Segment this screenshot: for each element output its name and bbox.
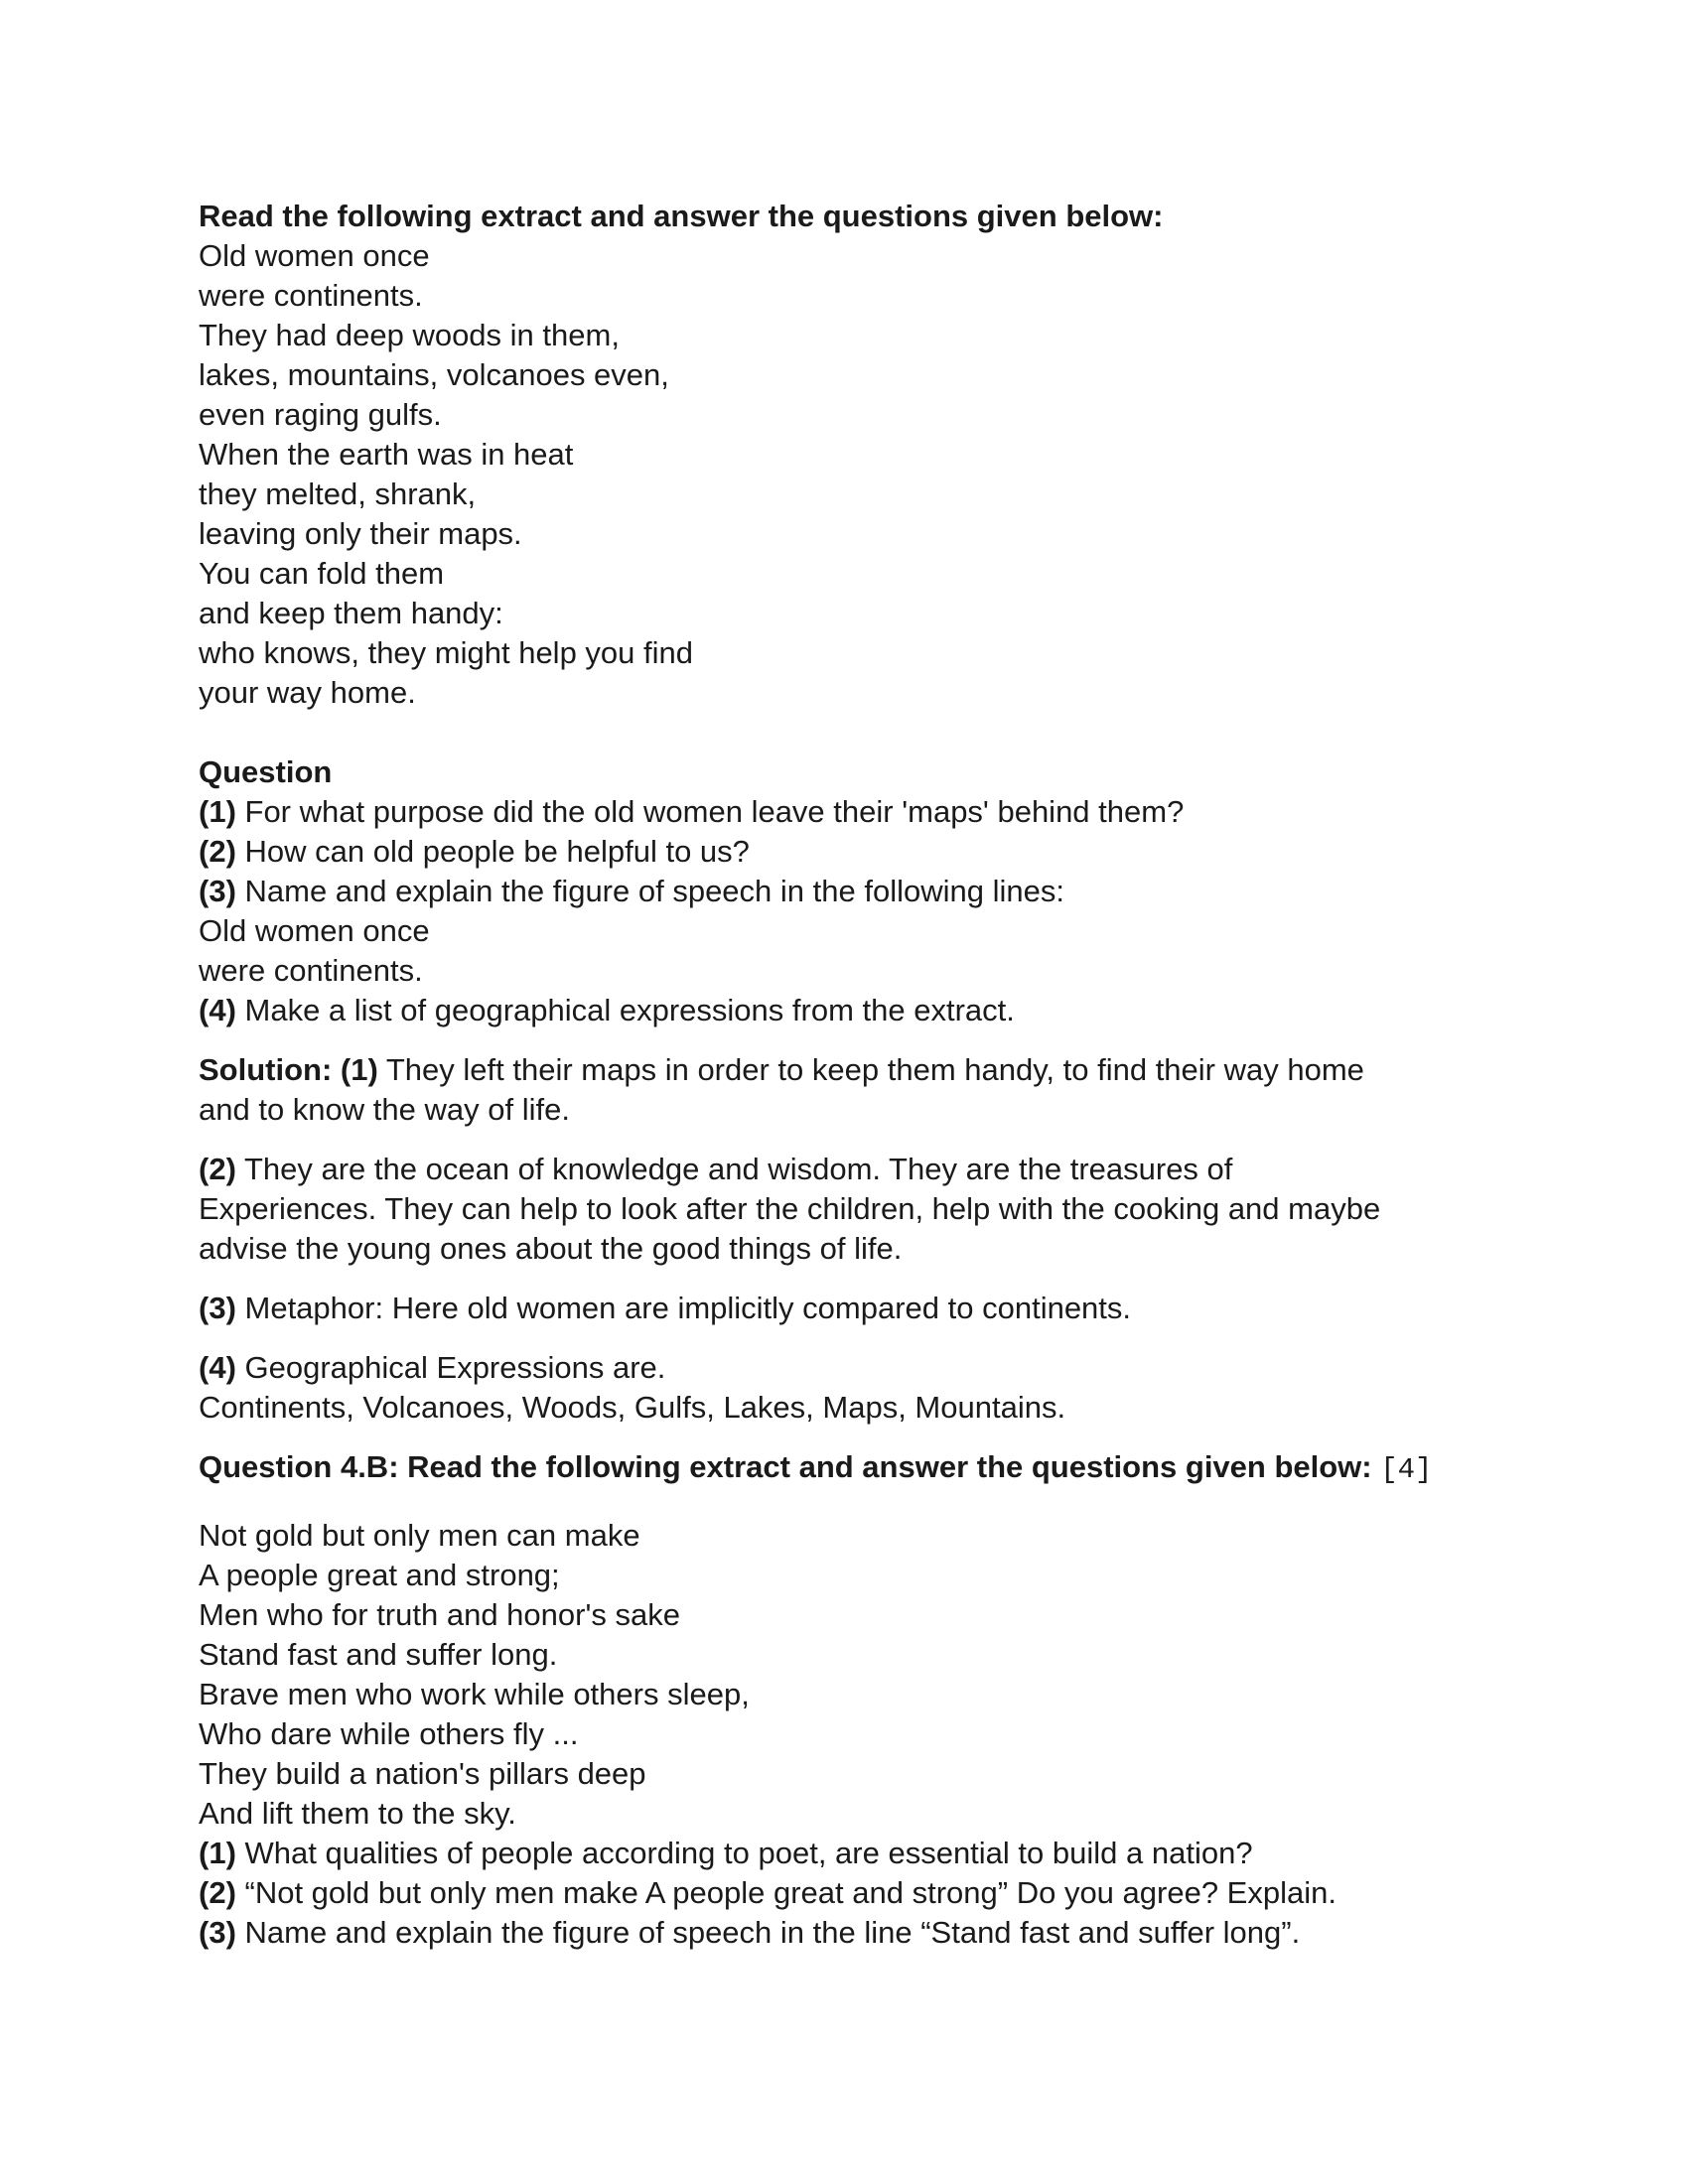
question-text: “Not gold but only men make A people great and strong” Do you agree? Explain. <box>235 1875 1336 1910</box>
poem-line: and keep them handy: <box>199 596 503 630</box>
question-number: (2) <box>199 834 236 869</box>
question-list-1 <box>199 792 1489 1030</box>
question-text: Name and explain the figure of speech in the following lines: <box>235 874 1064 908</box>
question-text: What qualities of people according to poet, are essential to build a nation? <box>235 1836 1253 1870</box>
question-4b-heading <box>199 1447 1489 1490</box>
question-text: Make a list of geographical expressions from the extract. <box>235 993 1015 1027</box>
poem-extract-1 <box>199 236 1489 713</box>
answer-text: and to know the way of life. <box>199 1092 570 1127</box>
answer-text: Continents, Volcanoes, Woods, Gulfs, Lakes, Maps, Mountains. <box>199 1390 1066 1425</box>
answer-1 <box>199 1050 1489 1090</box>
poem-line: Men who for truth and honor's sake <box>199 1597 680 1632</box>
poem-extract-2 <box>199 1516 1489 1834</box>
answer-3 <box>199 1289 1489 1328</box>
answer-number: (2) <box>199 1152 236 1186</box>
answer-text: Metaphor: Here old women are implicitly compared to continents. <box>235 1291 1132 1325</box>
answer-2 <box>199 1150 1489 1189</box>
question-item <box>199 991 1489 1030</box>
poem-line: lakes, mountains, volcanoes even, <box>199 357 669 392</box>
poem-line: Brave men who work while others sleep, <box>199 1677 750 1711</box>
poem-line: You can fold them <box>199 556 445 591</box>
answer-number: (4) <box>199 1350 236 1385</box>
question-item <box>199 792 1489 832</box>
question-list-4b <box>199 1834 1489 1953</box>
question-text: How can old people be helpful to us? <box>235 834 750 869</box>
answer-number: (3) <box>199 1291 236 1325</box>
poem-line: A people great and strong; <box>199 1558 560 1592</box>
poem-line: When the earth was in heat <box>199 437 574 472</box>
extract-heading: Read the following extract and answer the questions given below: <box>199 199 1164 233</box>
poem-line: They had deep woods in them, <box>199 318 620 352</box>
question-item <box>199 1913 1489 1953</box>
poem-line: Old women once <box>199 238 430 273</box>
poem-line: leaving only their maps. <box>199 516 522 551</box>
marks-badge: [4] <box>1380 1453 1433 1486</box>
question-text: For what purpose did the old women leave their 'maps' behind them? <box>235 794 1185 829</box>
poem-line: And lift them to the sky. <box>199 1796 516 1831</box>
poem-line: Stand fast and suffer long. <box>199 1637 558 1672</box>
solution-1 <box>199 1050 1489 1428</box>
quoted-line: were continents. <box>199 953 423 988</box>
question-text: Name and explain the figure of speech in the line “Stand fast and suffer long”. <box>235 1915 1301 1950</box>
answer-text: They left their maps in order to keep them handy, to find their way home <box>377 1052 1364 1087</box>
poem-line: They build a nation's pillars deep <box>199 1756 646 1791</box>
poem-line: who knows, they might help you find <box>199 635 693 670</box>
answer-text: Geographical Expressions are. <box>235 1350 666 1385</box>
poem-line: they melted, shrank, <box>199 477 477 511</box>
question-number: (1) <box>199 1836 236 1870</box>
question-number: (3) <box>199 874 236 908</box>
answer-text: advise the young ones about the good things of life. <box>199 1231 903 1266</box>
answer-text: They are the ocean of knowledge and wisdom. They are the treasures of <box>235 1152 1233 1186</box>
solution-label: Solution: <box>199 1052 333 1087</box>
question-number: (1) <box>199 794 236 829</box>
poem-line: Not gold but only men can make <box>199 1518 640 1553</box>
quoted-line: Old women once <box>199 913 430 948</box>
question-4b-title: Question 4.B: Read the following extract and answer the questions given below: <box>199 1449 1372 1484</box>
answer-4 <box>199 1348 1489 1388</box>
question-item <box>199 1873 1489 1913</box>
question-number: (2) <box>199 1875 236 1910</box>
poem-line: even raging gulfs. <box>199 397 442 432</box>
poem-line: Who dare while others fly ... <box>199 1716 579 1751</box>
question-number: (4) <box>199 993 236 1027</box>
question-number: (3) <box>199 1915 236 1950</box>
answer-text: Experiences. They can help to look after the children, help with the cooking and maybe <box>199 1191 1381 1226</box>
question-item <box>199 832 1489 872</box>
document-page <box>199 197 1489 1953</box>
poem-line: your way home. <box>199 675 416 710</box>
answer-number: (1) <box>340 1052 378 1087</box>
question-item <box>199 1834 1489 1873</box>
question-item <box>199 872 1489 911</box>
poem-line: were continents. <box>199 278 423 313</box>
question-heading: Question <box>199 754 333 789</box>
